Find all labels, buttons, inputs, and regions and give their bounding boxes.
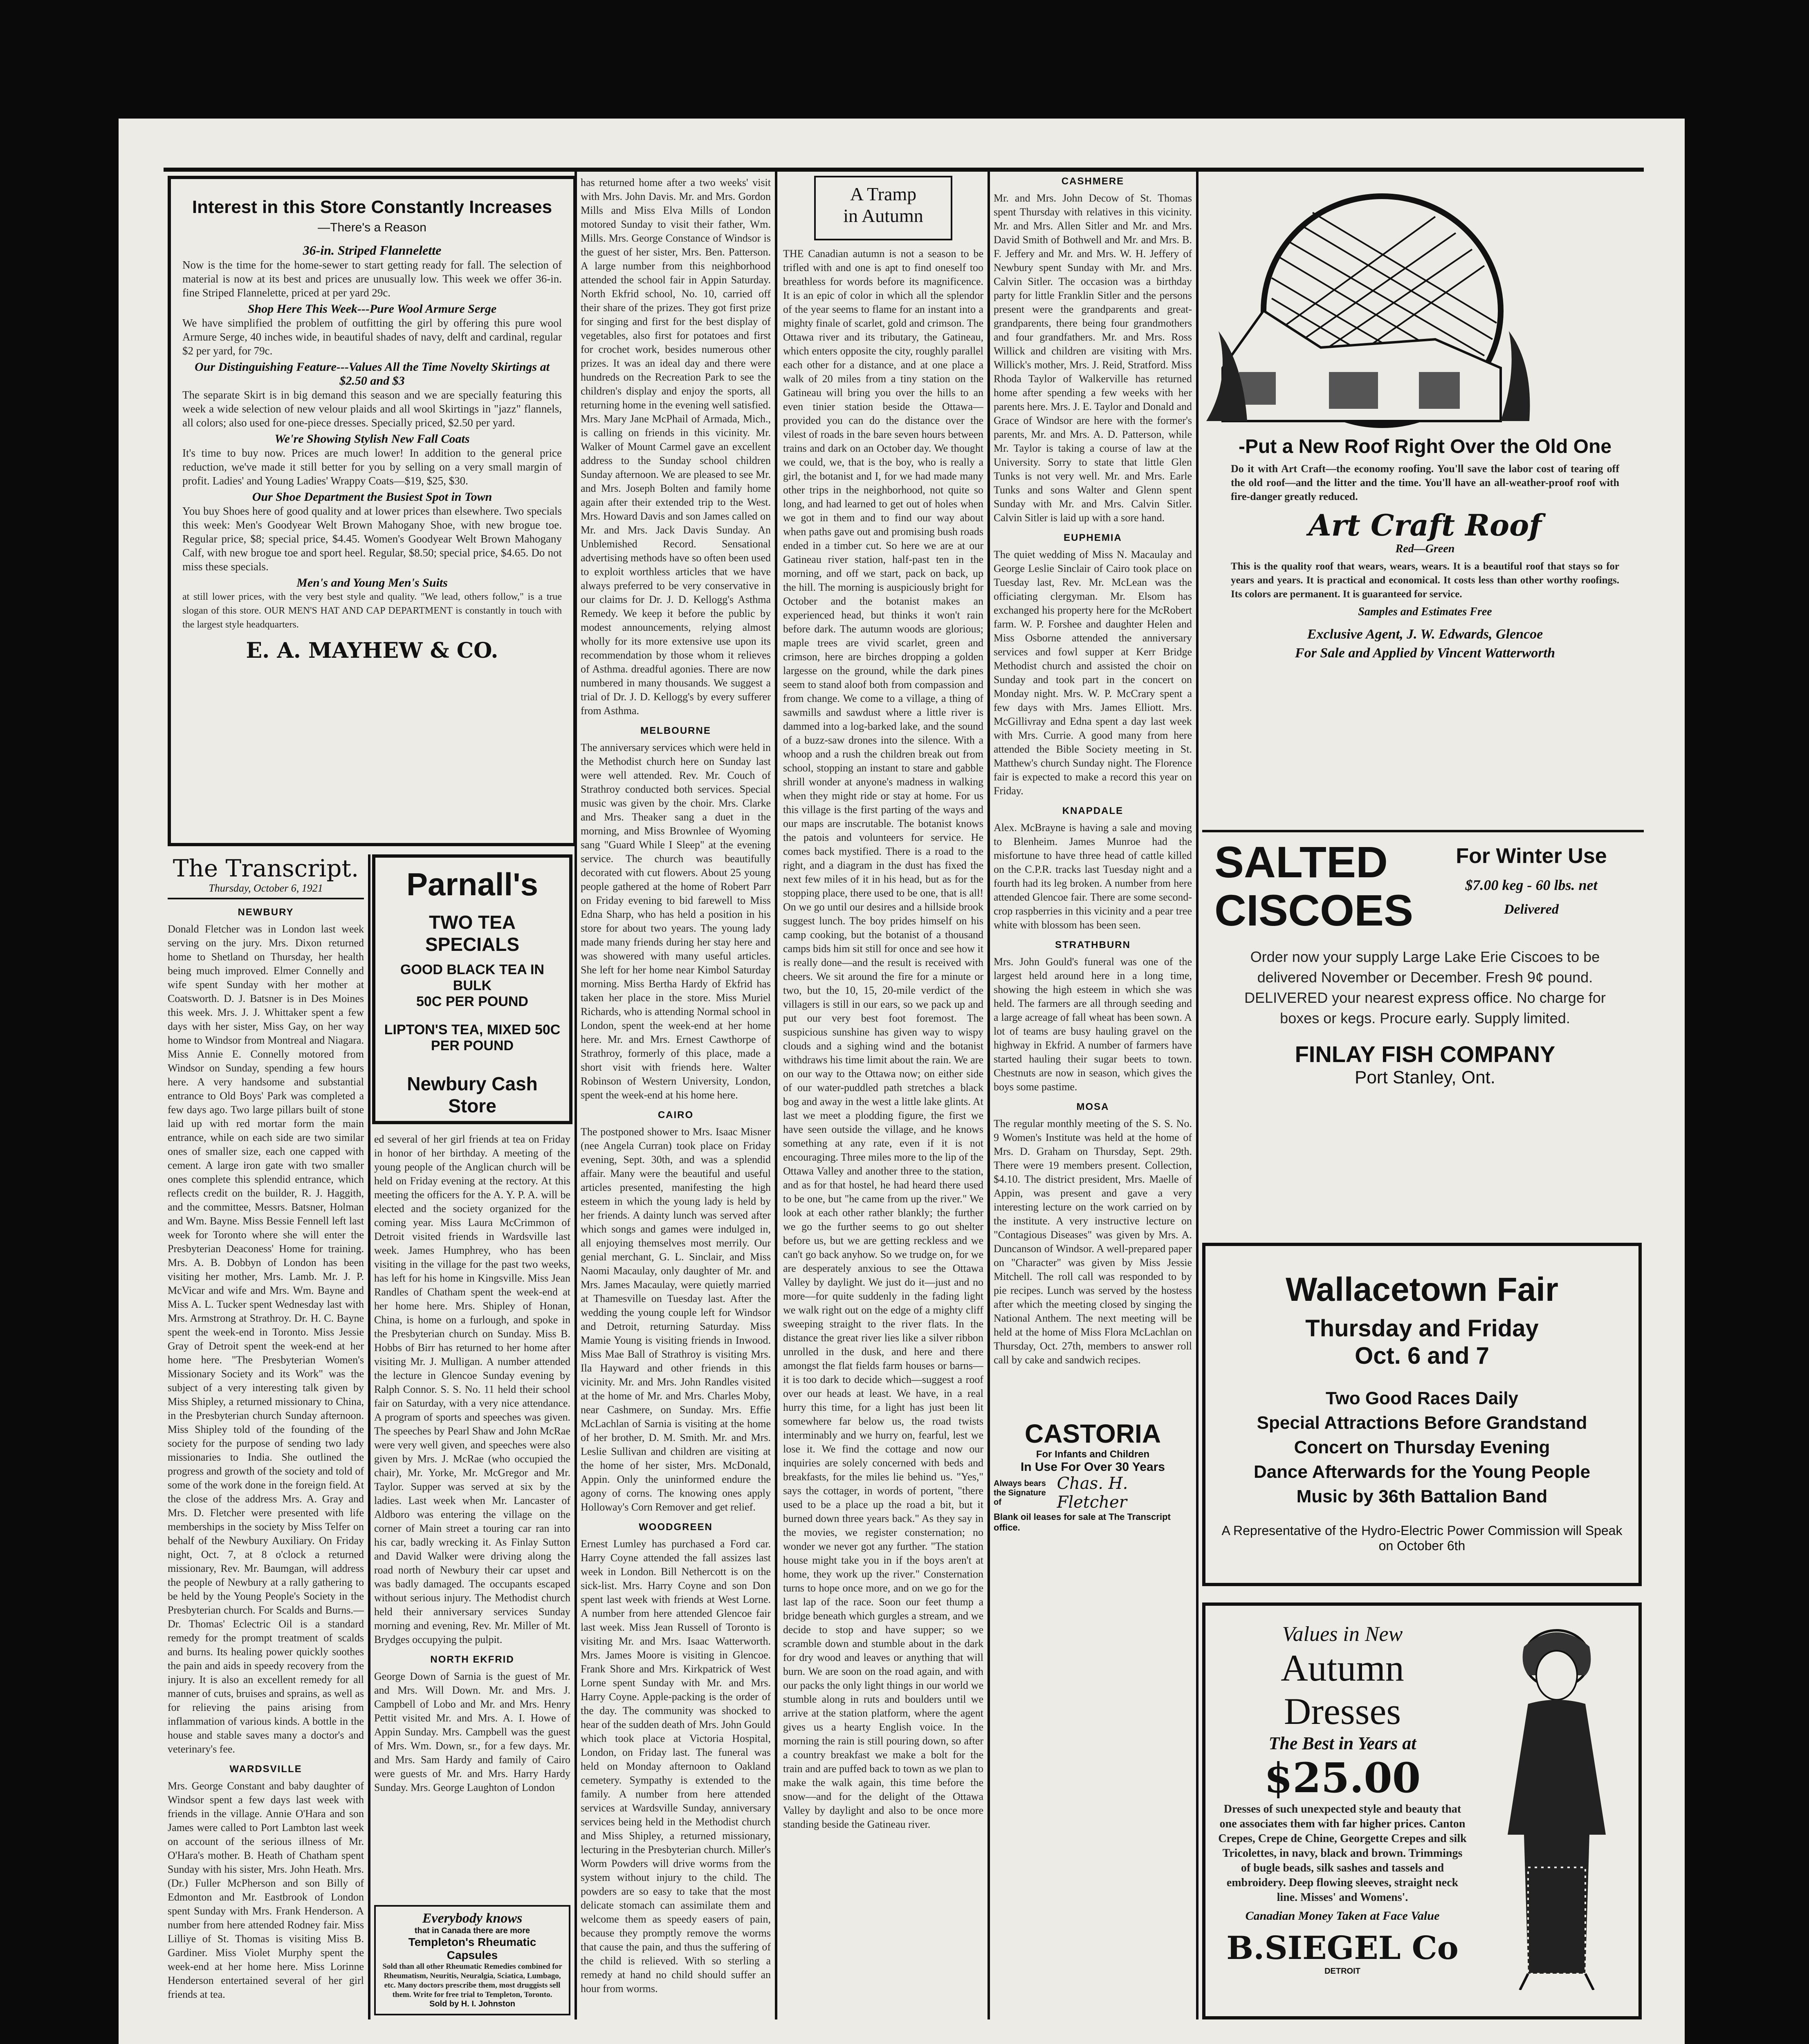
parnall-line: TWO TEA SPECIALS [425,912,520,955]
ciscoes-right: $7.00 keg - 60 lbs. net [1465,877,1598,893]
mayhew-heading: Men's and Young Men's Suits [296,576,448,589]
section-rule [1202,830,1644,832]
parnall-line: PER POUND [431,1038,514,1053]
column-rule [1196,172,1199,2019]
parnall-name: Parnall's [406,866,539,902]
siegel-price: $25.00 [1264,1754,1421,1802]
castoria-line: In Use For Over 30 Years [1021,1460,1165,1474]
house-illustration [1206,176,1644,429]
mayhew-heading: Our Distinguishing Feature---Values All the Time Novelty Skirtings at $2.50 and $3 [195,360,550,388]
mayhew-heading: Shop Here This Week---Pure Wool Armure Serge [247,302,497,316]
column-rule [775,172,777,2019]
roof-text: This is the quality roof that wears, wears, wears. It is a beautiful roof that stays so for years and years. It is practical and economical. It costs less than other worthy roofings. Its colors are permanent. It is guaranteed for service. [1231,561,1619,600]
fair-dates: Oct. 6 and 7 [1355,1342,1489,1369]
section-head-mosa: MOSA [1076,1101,1109,1112]
top-rule [164,168,1644,172]
section-head-wardsville: WARDSVILLE [229,1764,302,1775]
column-4 [783,176,983,2015]
cashmere-text: Mr. and Mrs. John Decow of St. Thomas spent Thursday with relatives in this vicinity. Mr. and Mrs. Allen Sitler and Mr. and Mrs. David Smith of Bothwell and Mr. and Mrs. B. F. Jeffery and Mr. and Mrs. W. H. Jeffery of Newbury spent Sunday with Mr. and Mrs. Calvin Sitler. The occasion was a birthday party for little Franklin Sitler and the persons present were the grandparents and great-grandparents, there being four grandmothers and four grandfathers. Mr. and Mrs. Ross Willick and children are visiting with Mrs. Willick's mother, Mrs. J. Reid, Stratford. Miss Rhoda Taylor of Walkerville has returned home after spending a few weeks with her parents here. Mrs. J. E. Taylor and Donald and Grace of Windsor are here with the former's parents, Mr. and Mrs. A. D. Patterson, while Mr. Taylor is taking a course of law at the University. Sorry to state that little Glen Tunks is not very well. Mr. and Mrs. Earle Tunks and sons Walter and Glenn spent Sunday with Mr. and Mrs. Calvin Sitler. Calvin Sitler is laid up with a sore hand. [994,192,1192,524]
north-ekfrid-text: George Down of Sarnia is the guest of Mr. and Mrs. Will Down. Mr. and Mrs. J. Campbell of Lobo and Mr. and Mrs. Henry Pettit visited Mr. and Mrs. A. I. Howe of Appin Sunday. Mrs. Campbell was the guest of Mrs. Wm. Down, sr., for a few days. Mr. and Mrs. Sam Hardy and family of Cairo were guests of Mr. and Mrs. Harry Hardy Sunday. Mrs. George Laughton of London [374,1670,570,1793]
col4-text: has returned home after a two weeks' visit with Mrs. John Davis. Mr. and Mrs. Gordon Mills and Miss Elva Mills of London motored Sunday to visit their father, Wm. Mills. Mrs. George Constance of Windsor is the guest of her sister, Mrs. Ben. Patterson. A large number from this neighborhood attended the school fair in Appin Saturday. North Ekfrid school, No. 10, carried off their share of the prizes. They got first prize for singing and first for the best display of vegetables, also first for potatoes and first for crochet work, besides numerous other prizes. It was an ideal day and there were hundreds on the Recreation Park to see the children's display and enjoy the sports, all returning home in the evening well satisfied. Mrs. Mary Jane McPhail of Armada, Mich., is calling on friends in this vicinity. Mr. Walker of Mount Carmel gave an excellent address to the Sunday school children Sunday afternoon. We are pleased to see Mr. and Mrs. Joseph Bolten and family home again after their extended trip to the West. Mrs. Howard Davis and son James called on Mr. and Mrs. Jack Davis Sunday. An Unblemished Record. Sensational advertising methods have so often been used to exploit worthless articles that we have always preferred to be very conservative in our claims for Dr. J. D. Kellogg's Asthma Remedy. We keep it before the public by modest announcements, relying almost wholly for its more extensive use upon its recommendation by those whom it relieves of Asthma. dreadful agonies. There are now numbered in many thousands. We suggest a trial of Dr. J. D. Kellogg's by every sufferer from Asthma. [581,177,771,717]
ciscoes-place: Port Stanley, Ont. [1354,1067,1495,1087]
col3-text: ed several of her girl friends at tea on Friday in honor of her birthday. A meeting of the young people of the Anglican church will be held on Friday evening at the rectory. At this meeting the officers for the A. Y. P. A. will be elected and the society organized for the coming year. Miss Laura McCrimmon of Detroit visited friends in Wardsville last week. James Humphrey, who has been visiting in the village for the past two weeks, has left for his home in Kingsville. Miss Jean Randles of Chatham spent the week-end at her home here. Mrs. Shipley of Honan, China, is home on a furlough, and spoke in the Presbyterian church on Sunday. Miss B. Hobbs of Birr has returned to her home after visiting Mr. J. Mulligan. A number attended the lecture in Glencoe Sunday evening by Ralph Connor. S. S. No. 11 held their school fair on Saturday, with a very nice attendance. A program of sports and speeches was given. The speeches by Pearl Shaw and John McRae were very well given, and speeches were also given by Mrs. J. McRae (who occupied the chair), Mr. Yorke, Mr. McGregor and Mr. Taylor. Supper was served at six by the ladies. Last week when Mr. Lancaster of Aldboro was entering the village on the corner of Main street a touring car ran into his car, badly wrecking it. As Finlay Sutton and David Walker were driving along the road north of Newbury their car upset and was badly damaged. The occupants escaped without serious injury. The Methodist church held their anniversary services Sunday morning and evening, Rev. Mr. Miller of Mt. Brydges occupying the pulpit. [374,1133,570,1645]
mayhew-paragraph: You buy Shoes here of good quality and at lower prices than elsewhere. Two specials this week: Men's Goodyear Welt Brown Mahogany Shoe, with new brogue toe. Regular price, $8; special price, $4.45. Women's Goodyear Welt Brown Mahogany Calf, with new brogue toe and sport heel. Regular, $8.50; special price, $4.65. Do not miss these specials. [182,505,562,573]
parnall-line: LIPTON'S TEA, MIXED 50C [384,1022,561,1038]
mayhew-heading: 36-in. Striped Flannelette [303,243,442,258]
tramp-title-box [814,176,952,240]
melbourne-text: The anniversary services which were held in the Methodist church here on Sunday last were well attended. Rev. Mr. Couch of Strathroy conducted both services. Special music was given by the choir. Mrs. Clarke and Mrs. Theaker sang a duet in the morning, and Miss Brownlee of Wyoming sang "Guard While I Sleep" at the evening service. The church was beautifully decorated with cut flowers. About 25 young people gathered at the home of Robert Parr on Friday evening to bid farewell to Miss Edna Sharp, who has held a position in his store for about two years. The young lady made many friends during her stay here and was showered with many useful articles. She left for her home near Kimbol Saturday morning. Miss Bertha Hardy of Ekfrid has taken her place in the store. Miss Muriel Richards, who is attending Normal school in London, spent the week-end at her home here. Mr. and Mrs. Ernest Cawthorpe of Strathroy, formerly of this place, made a short visit with friends here. Walter Robinson of Western University, London, spent the week-end at his home here. [581,742,771,1101]
newbury-text: Donald Fletcher was in London last week serving on the jury. Mrs. Dixon returned home to Shetland on Thursday, her health being much improved. Elmer Connelly and wife spent Sunday with her mother at Coatsworth. D. J. Batsner is in Des Moines this week. Mrs. J. J. Whittaker spent a few days with her sister, Miss Gay, on her way home to Windsor from Montreal and Niagara. Miss Annie E. Connelly motored from Windsor on Sunday, spending a few hours here. A very handsome and substantial entrance to Old Boys' Park was completed a few days ago. Two large pillars built of stone laid up with red mortar form the main entrance, while on each side are two similar ones of smaller size, each one capped with cement. A large iron gate with two smaller ones complete this splendid entrance, which reflects credit on the builder, R. J. Haggith, and the committee, Messrs. Batsner, Holman and Wm. Bayne. Miss Bessie Fennell left last week for Toronto where she will enter the Presbyterian Deaconess' Home for training. Mrs. A. B. Dobbyn of London has been visiting her mother, Mrs. Lamb. Mr. J. P. McVicar and wife and Mrs. Wm. Bayne and Miss A. L. Tucker spent Wednesday last with Mrs. Armstrong at Strathroy. Dr. H. C. Bayne spent the week-end in Toronto. Miss Jessie Gray of Detroit spent the week-end at her home here. "The Presbyterian Women's Missionary Society and its Work" was the subject of a very interesting talk given by Miss Shipley, a returned missionary to China, in the Presbyterian church Sunday afternoon. Miss Shipley told of the founding of the society for the purpose of sending two lady missionaries to India. She outlined the progress and growth of the society and told of some of the work done in the foreign field. At the close of the address Mrs. A. Gray and Mrs. D. Fletcher were presented with life memberships in the society by Miss Telfer on behalf of the Newbury Auxiliary. On Friday night, Oct. 7, at 8 o'clock a returned missionary, Rev. Mr. Baumgan, will address the people of Newbury at a rally gathering to be held by the Young People's Society in the Presbyterian church. For Scalds and Burns.—Dr. Thomas' Eclectric Oil is a standard remedy for the prompt treatment of scalds and burns. Its healing power quickly soothes the pain and aids in speedy recovery from the injury. It is also an excellent remedy for all manner of cuts, bruises and sprains, as well as for relieving the pains arising from inflammation of various kinds. A bottle in the house and stable saves many a doctor's and veterinary's fee. [168,923,364,1755]
siegel-city: DETROIT [1324,1967,1360,1976]
castoria-line: Always bears the Signature of [994,1479,1046,1507]
roof-applied: For Sale and Applied by Vincent Watterworth [1295,645,1555,661]
siegel-text: Dresses of such unexpected style and beauty that one associates them with far higher prices. Canton Crepes, Crepe de Chine, Georgette Crepes and silk Tricolettes, in navy, black and brown. Trimmings of bugle beads, silk sashes and tassels and embroidery. Deep flowing sleeves, straight neck line. Misses' and Womens'. [1218,1803,1467,1904]
templeton-seller: Sold by H. I. Johnston [429,1999,515,2008]
cairo-text: The postponed shower to Mrs. Isaac Misner (nee Angela Curran) took place on Friday evening, Sept. 30th, and was a splendid affair. Many were the beautiful and useful articles presented, manifesting the high esteem in which the young lady is held by her friends. A dainty lunch was served after which songs and games were indulged in, all enjoying themselves most merrily. Our genial merchant, G. L. Sinclair, and Miss Naomi Macaulay, only daughter of Mr. and Mrs. James Macaulay, were quietly married at Thamesville on Tuesday last. After the wedding the young couple left for Windsor and Detroit, returning Saturday. Miss Mamie Young is visiting friends in Inwood. Miss Mae Ball of Strathroy is visiting Mrs. Ila Hayward and other friends in this vicinity. Mr. and Mrs. John Randles visited at the home of Mr. and Mrs. Charles Moby, near Cashmere, on Sunday. Mrs. Effie McLachlan of Sarnia is visiting at the home of her brother, D. M. Smith. Mr. and Mrs. Leslie Sullivan and children are visiting at the home of her sister, Mrs. McDonald, Appin. Only the uninformed endure the agony of corns. The knowing ones apply Holloway's Corn Remover and get relief. [581,1126,771,1513]
siegel-ad [1202,1602,1642,2019]
roof-text: Do it with Art Craft—the economy roofing. You'll save the labor cost of tearing off the old roof—and the litter and the time. You'll have an all-weather-proof roof with fire-danger greatly reduced. [1231,463,1619,502]
roof-sub: Red—Green [1395,542,1455,555]
mosa-text: The regular monthly meeting of the S. S. No. 9 Women's Institute was held at the home of Mrs. D. Graham on Thursday, Sept. 29th. There were 19 members present. Collection, $4.10. The district president, Mrs. Maelle of Appin, was present and gave a very interesting lecture on the work carried on by the institute. A very instructive lecture on "Contagious Diseases" was given by Mrs. A. Duncanson of Windsor. A well-prepared paper on "Character" was given by Miss Jessie Mitchell. The roll call was responded to by pie recipes. Lunch was served by the hostess after which the meeting closed by singing the National Anthem. The next meeting will be held at the home of Miss Flora McLachlan on Thursday, Oct. 27th, members to answer roll call by cake and sandwich recipes. [994,1118,1192,1366]
fair-line: Music by 36th Battalion Band [1296,1486,1548,1506]
fair-line: Special Attractions Before Grandstand [1257,1413,1587,1433]
roof-free: Samples and Estimates Free [1358,605,1492,618]
knapdale-text: Alex. McBrayne is having a sale and moving to Blenheim. James Munroe had the misfortune to have three head of cattle killed on the C.P.R. tracks last Tuesday night and a fourth had its leg broken. A number from here attended Glencoe fair. There are some second-crop raspberries in this vicinity and a pear tree white with blossom has been seen. [994,822,1192,931]
mayhew-footer: E. A. MAYHEW & CO. [246,638,498,663]
masthead-name: The Transcript. [173,854,359,882]
roof-brand: Art Craft Roof [1308,508,1542,542]
ciscoes-text: Order now your supply Large Lake Erie Ciscoes to be delivered November or December. Fresh 9¢ pound. DELIVERED your nearest express office. No charge for boxes or kegs. Procure early. Supply limited. [1244,948,1606,1026]
ciscoes-company: FINLAY FISH COMPANY [1295,1041,1555,1067]
section-head-euphemia: EUPHEMIA [1064,532,1122,543]
mayhew-ad [168,176,577,846]
roof-agent: Exclusive Agent, J. W. Edwards, Glencoe [1307,627,1543,642]
column-1 [168,854,364,2015]
fair-ad [1202,1243,1642,1586]
wardsville-text: Mrs. George Constant and baby daughter of Windsor spent a few days last week with friends in the village. Annie O'Hara and son James were called to Port Lambton last week on account of the serious illness of Mr. O'Hara's mother. B. Heath of Chatham spent Sunday with his sister, Mrs. John Heath. Mrs. (Dr.) Fuller McPherson and son Billy of Edmonton and Mr. Eastbrook of London spent Sunday with Mrs. Frank Henderson. A number from here attended Rodney fair. Miss Lilliye of St. Thomas is visiting Miss B. Gardiner. Miss Violet Murphy spent the week-end at her home here. Miss Lorinne Henderson entertained several of her girl friends at tea. [168,1780,364,2000]
fair-line: Concert on Thursday Evening [1294,1437,1550,1457]
ciscoes-title-line: CISCOES [1214,885,1414,935]
fair-note: A Representative of the Hydro-Electric Power Commission will Speak on October 6th [1221,1523,1623,1553]
roof-ad [1206,176,1644,818]
newspaper-page [119,119,1685,2044]
masthead-date: Thursday, October 6, 1921 [168,882,364,899]
column-3 [581,176,771,2015]
castoria-foot: Blank oil leases for sale at The Transcript office. [994,1512,1171,1533]
ciscoes-right: Delivered [1504,902,1559,917]
siegel-brand: B.SIEGEL Co [1226,1930,1459,1967]
mayhew-paragraph: at still lower prices, with the very best style and quality. "We lead, others follow," is a true slogan of this store. OUR MEN'S HAT AND CAP DEPARTMENT is constantly in touch with the largest style headquarters. [182,592,562,630]
mayhew-paragraph: We have simplified the problem of outfitting the girl by offering this pure wool Armure Serge, 40 inches wide, in beautiful shades of navy, delft and cardinal, regular $2 per yard, for 79c. [182,317,562,357]
siegel-money: Canadian Money Taken at Face Value [1245,1909,1440,1923]
strathburn-text: Mrs. John Gould's funeral was one of the largest held around here in a long time, showing the high esteem in which she was held. The farmers are all through seeding and a large acreage of fall wheat has been sown. A lot of teams are busy hauling gravel on the highway in Ekfrid. A number of farmers have started hauling their sugar beets to town. Chestnuts are now in season, which gives the boys some pastime. [994,956,1192,1093]
castoria-signature: Chas. H. Fletcher [1057,1474,1128,1512]
column-5 [994,176,1192,1406]
section-head-strathburn: STRATHBURN [1055,939,1131,950]
parnall-ad [372,854,572,1124]
fair-days: Thursday and Friday [1305,1315,1539,1342]
parnall-line: GOOD BLACK TEA IN BULK [400,962,544,993]
siegel-title: Autumn Dresses [1281,1647,1404,1732]
ciscoes-right: For Winter Use [1456,844,1607,868]
templeton-text: Sold than all other Rheumatic Remedies combined for Rheumatism, Neuritis, Neuralgia, Sciatica, Lumbago, etc. Many doctors prescribe them, most druggists sell them. Write for free trial to Templeton, Toronto. [382,1962,562,1999]
ciscoes-title-line: SALTED [1214,837,1388,887]
fair-line: Two Good Races Daily [1325,1388,1519,1408]
mayhew-title: Interest in this Store Constantly Increases [192,197,552,217]
mayhew-heading: Our Shoe Department the Busiest Spot in Town [252,490,492,504]
woman-in-dress-illustration [1483,1622,1630,1990]
mayhew-paragraph: Now is the time for the home-sewer to start getting ready for fall. The selection of material is now at its best and prices are unusually low. This week we offer 36-in. fine Striped Flannelette, priced at per yard 29c. [182,259,562,299]
section-head-cashmere: CASHMERE [1061,176,1124,187]
column-rule [988,172,990,2019]
parnall-footer: Newbury Cash Store [407,1073,538,1116]
castoria-ad [994,1419,1192,1533]
templeton-brand: Templeton's Rheumatic Capsules [408,1936,536,1961]
mayhew-paragraph: The separate Skirt is in big demand this season and we are specially featuring this week a wide selection of new velour plaids and all wool Skirtings in "jazz" flannels, all colors; also used for one-piece dresses. Specially priced, $2.50 per yard. [182,389,562,429]
siegel-best: The Best in Years at [1268,1733,1416,1753]
castoria-title: CASTORIA [1024,1419,1161,1448]
mayhew-subtitle: —There's a Reason [318,221,426,234]
fair-title: Wallacetown Fair [1286,1271,1558,1308]
section-head-cairo: CAIRO [658,1109,694,1121]
fair-line: Dance Afterwards for the Young People [1253,1462,1591,1482]
castoria-line: For Infants and Children [1036,1449,1150,1460]
mayhew-heading: We're Showing Stylish New Fall Coats [274,432,470,446]
section-head-melbourne: MELBOURNE [640,725,711,736]
section-head-woodgreen: WOODGREEN [639,1522,713,1533]
roof-head: -Put a New Roof Right Over the Old One [1238,436,1612,457]
woodgreen-text: Ernest Lumley has purchased a Ford car. Harry Coyne attended the fall assizes last week in London. Bill Nethercott is on the sick-list. Mrs. Harry Coyne and son Don spent last week with friends at West Lorne. A number from here attended Glencoe fair last week. Miss Jean Russell of Toronto is visiting Mr. and Mrs. Isaac Watterworth. Mrs. James Moore is visiting in Glencoe. Frank Shore and Mrs. Kirkpatrick of West Lorne spent Sunday with Mr. and Mrs. Harry Coyne. Apple-packing is the order of the day. The community was shocked to hear of the sudden death of Mrs. John Gould which took place at Victoria Hospital, London, on Friday last. The funeral was held on Monday afternoon to Oakland cemetery. Sympathy is extended to the family. A number from here attended services at Wardsville Sunday, anniversary services being held in the Methodist church and Miss Shipley, a returned missionary, lecturing in the Presbyterian church. Miller's Worm Powders will drive worms from the system without injury to the child. The powders are so easy to take that the most delicate stomach can assimilate them and welcome them as speedy easers of pain, because they promptly remove the worms that cause the pain, and thus the suffering of the child is relieved. With so sterling a remedy at hand no child should suffer an hour from worms. [581,1538,771,1995]
templeton-ad [374,1905,570,2015]
section-head-north-ekfrid: NORTH EKFRID [430,1654,514,1665]
templeton-title: Everybody knows [422,1911,523,1926]
column-rule [368,854,370,2019]
tramp-title: in Autumn [843,205,923,226]
ciscoes-title [1206,838,1419,935]
templeton-sub: that in Canada there are more [414,1926,530,1935]
tramp-title: A Tramp [850,184,917,204]
section-head-knapdale: KNAPDALE [1062,805,1124,816]
euphemia-text: The quiet wedding of Miss N. Macaulay and George Leslie Sinclair of Cairo took place on Tuesday last, Rev. Mr. McLean was the officiating clergyman. Mr. Elsom has exchanged his property here for the McRobert farm. W. P. Forshee and daughter Helen and Miss Osborne attended the anniversary services and fowl supper at Kerr Bridge Methodist church and assisted the choir on Sunday and took part in the concert on Monday night. Mrs. W. P. McCrary spent a few days with Mrs. James Elliott. Mrs. McGillivray and Edna spent a day last week with Mrs. Currie. A good many from here attended the Bible Society meeting in St. Matthew's church Sunday night. The Florence fair is expected to make a record this year on Friday. [994,549,1192,797]
section-head-newbury: NEWBURY [238,907,294,918]
column-2 [374,1132,570,1897]
tramp-text: THE Canadian autumn is not a season to be trifled with and one is apt to find oneself too breathless for words before its magnificence. It is an epic of color in which all the splendor of the year seems to flame for an instant into a mighty finale of scarlet, gold and crimson. The Ottawa river and its tributary, the Gatineau, which enters opposite the city, roughly parallel each other for a distance, and at one place a walk of 20 miles from a tiny station on the Gatineau will bring you over the hills to an even tinier station beside the Ottawa—provided you can do the distance over the vilest of roads in the bare seven hours between trains and dark on an October day. We thought we could, we, that is the boy, who is really a girl, the botanist and I, for we had made many other trips in the neighborhood, not quite so long, and had learned to get out of holes when we got in them and to find our way about when paths gave out and promising bush roads ended in a timber cut. So here we are at our Gatineau river station, half-past ten in the morning, and off we start, pack on back, up the hill. The morning is auspiciously bright for October and the botanist makes an experienced head, but thinks it won't rain before dark. The autumn woods are glorious; maple trees are vivid scarlet, green and crimson, here are birches dropping a golden largesse on the ground, while the dark pines seem to stand aloof both from compassion and from change. We come to a village, a thing of sawmills and sawdust where a little river is dammed into a log-barked lake, and the sound of a buzz-saw drones into the silence. With a whoop and a rush the children break out from school, stopping an instant to stare and gabble shrill wonder at anyone's madness in walking when they might ride or stay at home. For us this village is the first parting of the ways and our maps are inscrutable. The botanist knows the patois and volunteers for service. He comes back mystified. There is a road to the right, and a diagram in the dust has fixed the next few miles of it in his head, but as for the stopping place, there used to be one, that is all! On we go until our desires and a hillside brook suggest lunch. The boy prides himself on his camp cooking, but the botanist of a thousand camps bids him sit still for once and see how it is really done—and the result is received with cheers. We sit around the fire for a minute or two, but the 10, 15, 20-mile verdict of the villagers is still in our ears, so we pack up and put our very best foot foremost. The suspicious sunshine has given way to wispy clouds and a sighing wind and the botanist withdraws his time limit about the rain. We are on our way to the Ottawa now; on either side of our water-puddled path stretches a black bog and away in the west a little lake glints. At last we meet a plodding figure, the first we have seen outside the village, and he knows something at any rate, even if it is not encouraging. Three miles more to the lip of the Ottawa Valley and another three to the station, and as for that hostel, he had heard there used to be one, but "he came from up the river." We look at each other rather blankly; the further we go the further seems to go out shelter before us, but we are getting reckless and we can't go back anyhow. So we trudge on, for we are desperately anxious to see the Ottawa Valley by daylight. We just do it—just and no more—for quite suddenly in the fading light we walk right out on the edge of a mighty cliff sweeping straight to the river flats. In the distance the great river lies like a silver ribbon unrolled in the dusk, and here and there amongst the flat fields farm houses or barns—it is too dark to decide which—suggest a roof over our heads at least. We have, in a real hurry this time, for a light has just been lit somewhere far below us, the road twists interminably and we hurry on, fearful, lest we lose it. We find the cottage and now our inquiries are solely concerned with beds and breakfasts, for the miles lie behind us. "Yes," says the cottager, in words of portent, "there used to be a place up the road a bit, but it burned down three years back." As they say in the movies, we register consternation; no wonder we never got any further. "The station house might take you in if the boys aren't at home, they work up the river." Consternation turns to hope once more, and on we go for the last lap of the race. Soon our feet thump a bridge beneath which gurgles a stream, and we decide to stop and have supper; so we scramble down and stumble about in the dark for dry wood and leaves or anything that will burn. We are soon on the road again, and with our packs the only light things in our world we stumble along in ruts and boulders until we arrive at the station platform, where the agent gives us a hearty English voice. In the morning the rain is still pouring down, so after a country breakfast we make a bolt for the train and are puffed back to town as we plan to make the walk again, this time before the snow—and for the delight of the Ottawa Valley by daylight and also to be once more standing beside the Gatineau river. [783,248,983,1830]
mayhew-paragraph: It's time to buy now. Prices are much lower! In addition to the general price reduction, we've made it still better for you by selling on a very small margin of profit. Ladies' and Young Ladies' Wrappy Coats—$19, $25, $30. [182,447,562,487]
siegel-pre: Values in New [1282,1623,1403,1646]
ciscoes-ad [1206,838,1644,1157]
parnall-line: 50C PER POUND [416,994,528,1009]
